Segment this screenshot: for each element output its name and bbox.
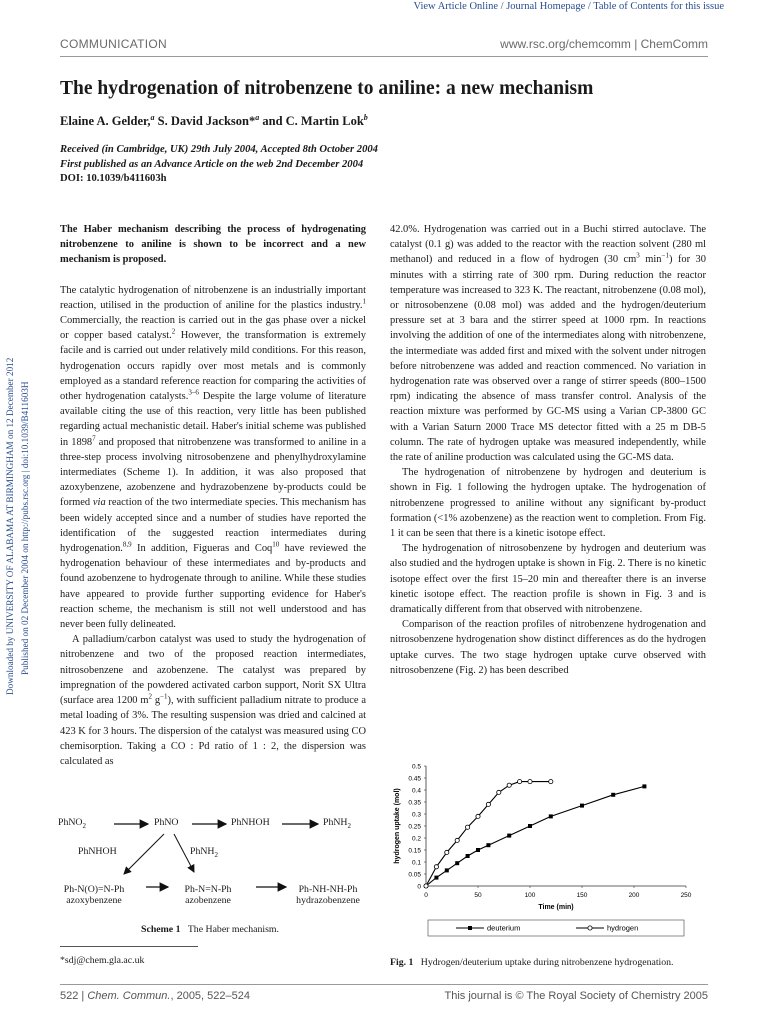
hydrazobenzene-label: Ph-NH-NH-Ph hydrazobenzene <box>296 884 360 906</box>
data-point-deuterium <box>445 868 449 872</box>
journal-url: www.rsc.org/chemcomm | ChemComm <box>500 37 708 51</box>
footnote-divider <box>60 946 198 947</box>
y-tick-label: 0.3 <box>411 811 421 819</box>
y-tick-label: 0.5 <box>411 763 421 771</box>
article-title: The hydrogenation of nitrobenzene to aniline: a new mechanism <box>60 78 594 99</box>
data-point-deuterium <box>455 861 459 865</box>
x-tick-label: 50 <box>474 892 482 899</box>
y-tick-label: 0.15 <box>408 847 421 855</box>
arrow <box>124 834 164 874</box>
data-point-hydrogen <box>445 850 449 854</box>
phenylhydroxylamine-label: PhNHOH <box>231 817 270 828</box>
y-axis-label: hydrogen uptake (mol) <box>394 788 401 864</box>
published-line: Published on 02 December 2004 on http://pubs.rsc.org | doi:10.1039/B411603H <box>20 381 30 675</box>
data-point-deuterium <box>486 843 490 847</box>
y-tick-label: 0.05 <box>408 871 421 879</box>
publication-history <box>60 143 378 187</box>
column-right <box>390 222 706 678</box>
data-point-deuterium <box>434 876 438 880</box>
page-footer <box>60 990 708 1006</box>
uptake-chart <box>386 756 708 952</box>
y-tick-label: 0.2 <box>411 835 421 843</box>
data-point-hydrogen <box>455 838 459 842</box>
aniline-label-2: PhNH$_2$ <box>190 846 218 859</box>
arrow <box>174 834 194 872</box>
data-point-deuterium <box>528 824 532 828</box>
x-tick-label: 250 <box>680 892 692 899</box>
page-header <box>60 37 708 57</box>
nitrosobenzene-label: PhNO <box>154 817 179 828</box>
first-published-line: First published as an Advance Article on the web 2nd December 2004 <box>60 158 364 170</box>
phenylhydroxylamine-label-2: PhNHOH <box>78 846 117 857</box>
footer-divider <box>60 984 708 985</box>
x-tick-label: 150 <box>576 892 588 899</box>
footnote: *sdj@chem.gla.ac.uk <box>60 955 145 966</box>
view-article-link[interactable]: View Article Online / Journal Homepage / Table of Contents for this issue <box>413 1 724 12</box>
data-point-hydrogen <box>549 780 553 784</box>
paragraph: Comparison of the reaction profiles of nitrobenzene hydrogenation and nitrosobenzene hydrogenation show distinct differences as do the hydrogen uptake curves. The two stage hydrogen uptake curve observed with nitrosobenzene (Fig. 2) has been described <box>390 619 706 676</box>
series-line-deuterium <box>426 786 644 886</box>
data-point-hydrogen <box>497 790 501 794</box>
series-line-hydrogen <box>426 782 551 886</box>
data-point-hydrogen <box>466 825 470 829</box>
legend-label-deuterium: deuterium <box>487 923 521 933</box>
y-tick-label: 0.4 <box>411 787 421 795</box>
data-point-deuterium <box>507 834 511 838</box>
data-point-deuterium <box>611 793 615 797</box>
data-point-deuterium <box>476 848 480 852</box>
x-tick-label: 200 <box>628 892 640 899</box>
data-point-deuterium <box>580 804 584 808</box>
copyright: This journal is © The Royal Society of Chemistry 2005 <box>444 990 708 1002</box>
data-point-hydrogen <box>486 802 490 806</box>
download-line: Downloaded by UNIVERSITY OF ALABAMA AT BIRMINGHAM on 12 December 2012 <box>5 357 15 695</box>
figure-caption: Fig. 1 Hydrogen/deuterium uptake during nitrobenzene hydrogenation. <box>390 957 674 968</box>
received-line: Received (in Cambridge, UK) 29th July 2004, Accepted 8th October 2004 <box>60 144 378 155</box>
data-point-hydrogen <box>528 780 532 784</box>
scheme-1 <box>56 814 366 922</box>
azoxybenzene-label: Ph-N(O)=N-Ph azoxybenzene <box>63 884 125 906</box>
paragraph: The hydrogenation of nitrobenzene by hydrogen and deuterium is shown in Fig. 1 following the hydrogen uptake. The hydrogenation of nitrobenzene progressed to aniline without any significant by-product formation (<1% azobenzene) as the reaction went to completion. From Fig. 1 it can be seen that there is a kinetic isotope effect. <box>390 467 706 540</box>
top-nav-links[interactable] <box>0 1 768 12</box>
data-point-deuterium <box>549 814 553 818</box>
data-point-hydrogen <box>476 814 480 818</box>
download-watermark <box>2 215 38 695</box>
data-point-hydrogen <box>518 780 522 784</box>
author-list: Elaine A. Gelder,$^a$ S. David Jackson*$^a$ and C. Martin Lok$^b$ <box>60 113 368 129</box>
y-tick-label: 0.25 <box>408 823 421 831</box>
y-tick-label: 0.35 <box>408 799 421 807</box>
data-point-deuterium <box>466 854 470 858</box>
data-point-hydrogen <box>424 884 428 888</box>
paragraph: The hydrogenation of nitrosobenzene by hydrogen and deuterium was also studied and the hydrogen uptake is shown in Fig. 2. There is no kinetic isotope effect over the first 15–20 min and thereafter there is an inverse kinetic isotope effect. The reaction profile is shown in Fig. 3 and is dramatically different from that observed with nitrobenzene. <box>390 543 706 616</box>
doi-line: DOI: 10.1039/b411603h <box>60 173 167 184</box>
aniline-label: PhNH$_2$ <box>323 817 351 830</box>
header-divider <box>60 56 708 57</box>
scheme-caption: Scheme 1 The Haber mechanism. <box>141 924 279 935</box>
x-tick-label: 100 <box>524 892 536 899</box>
paragraph: 42.0%. Hydrogenation was carried out in a Buchi stirred autoclave. The catalyst (0.1 g) was added to the reactor with the reaction solvent (280 ml methanol) and reduced in a flow of hydrogen (30 $cm^3$ $\min^{-1}$) for 30 minutes with a stirring rate of 300 rpm. During reduction the reactor temperature was increased to 323 K. The reactant, nitrobenzene (0.08 mol), or nitrosobenzene (0.08 mol) was added and the hydrogen/deuterium pressure set at 3 bara and the stirrer speed at 1000 rpm. In reactions involving the addition of one of the intermediates along with nitrobenzene, the intermediate was added first and mixed with the solvent under nitrogen before nitrobenzene was added and reaction commenced. No variation in hydrogenation rate was observed over a range of stirrer speeds (800–1500 rpm) indicating the absence of mass transfer control. Analysis of the reaction mixture was performed by GC-MS using a Varian CP-3800 GC with a Varian Saturn 2000 Trace MS detector fitted with a 25 m DB-5 column. The rate of hydrogen uptake was measured independently, while the rate of aniline production was calculated using the GC-MS data. <box>390 224 706 464</box>
legend-marker-deuterium <box>468 926 472 930</box>
page-citation: 522 | Chem. Commun., 2005, 522–524 <box>60 990 250 1002</box>
y-tick-label: 0.1 <box>411 859 421 867</box>
x-tick-label: 0 <box>424 892 428 899</box>
x-axis-label: Time (min) <box>538 904 574 911</box>
legend-marker-hydrogen <box>588 926 592 930</box>
y-tick-label: 0 <box>417 883 421 891</box>
scheme-arrows <box>56 814 366 922</box>
section-label: COMMUNICATION <box>60 37 168 51</box>
nitrobenzene-label: PhNO$_2$ <box>58 817 86 830</box>
legend-label-hydrogen: hydrogen <box>607 923 639 933</box>
azobenzene-label: Ph-N=N-Ph azobenzene <box>184 884 232 906</box>
y-tick-label: 0.45 <box>408 775 421 783</box>
data-point-hydrogen <box>434 865 438 869</box>
abstract: The Haber mechanism describing the process of hydrogenating nitrobenzene to aniline is shown to be incorrect and a new mechanism is proposed. <box>60 224 366 266</box>
paragraph: The catalytic hydrogenation of nitrobenzene is an industrially important reaction, utilised in the production of aniline for the plastics industry.$^1$ Commercially, the reaction is carried out in the gas phase over a nickel or copper based catalyst.$^2$ However, the transformation is extremely facile and is carried out under relatively mild conditions. For this reason, hydrogenation occurs rapidly over most metals and is commonly employed as a standard reference reaction for comparing the activities of other hydrogenation catalysts.$^{3-6}$ Despite the large volume of literature available citing the use of this reaction, very little has been published regarding actual mechanistic detail. Haber's initial scheme was published in 1898$^7$ and proposed that nitrobenzene was transformed to aniline in a three-step process involving nitrosobenzene and phenylhydroxylamine intermediates (Scheme 1). In addition, it was also proposed that azoxybenzene, azobenzene and hydrazobenzene by-products could be formed via reaction of the two intermediate species. This mechanism has been widely accepted since and a number of studies have reported the identification of the suggested reaction intermediates during hydrogenation.$^{8,9}$ In addition, Figueras and Coq$^{10}$ have reviewed the hydrogenation behaviour of these intermediates and by-products and found azobenzene to hydrogenate through to aniline. While these studies have appeared to provide further supporting evidence for Haber's reaction scheme, the mechanism is still not well understood and has never been fully delineated. <box>60 284 366 631</box>
data-point-deuterium <box>642 784 646 788</box>
figure-1 <box>386 756 708 952</box>
data-point-hydrogen <box>507 783 511 787</box>
column-left <box>60 222 366 769</box>
paragraph: A palladium/carbon catalyst was used to study the hydrogenation of nitrobenzene and two of the proposed reaction intermediates, nitrosobenzene and azobenzene. The catalyst was prepared by impregnation of the powdered activated carbon support, Norit SX Ultra (surface area 1200 $m^2$ $g^{-1}$), with sufficient palladium nitrate to produce a metal loading of 3%. The resulting suspension was dried and calcined at 423 K for 3 hours. The dispersion of the catalyst was measured using CO chemisorption. Taking a CO : Pd ratio of 1 : 2, the dispersion was calculated as <box>60 634 366 767</box>
